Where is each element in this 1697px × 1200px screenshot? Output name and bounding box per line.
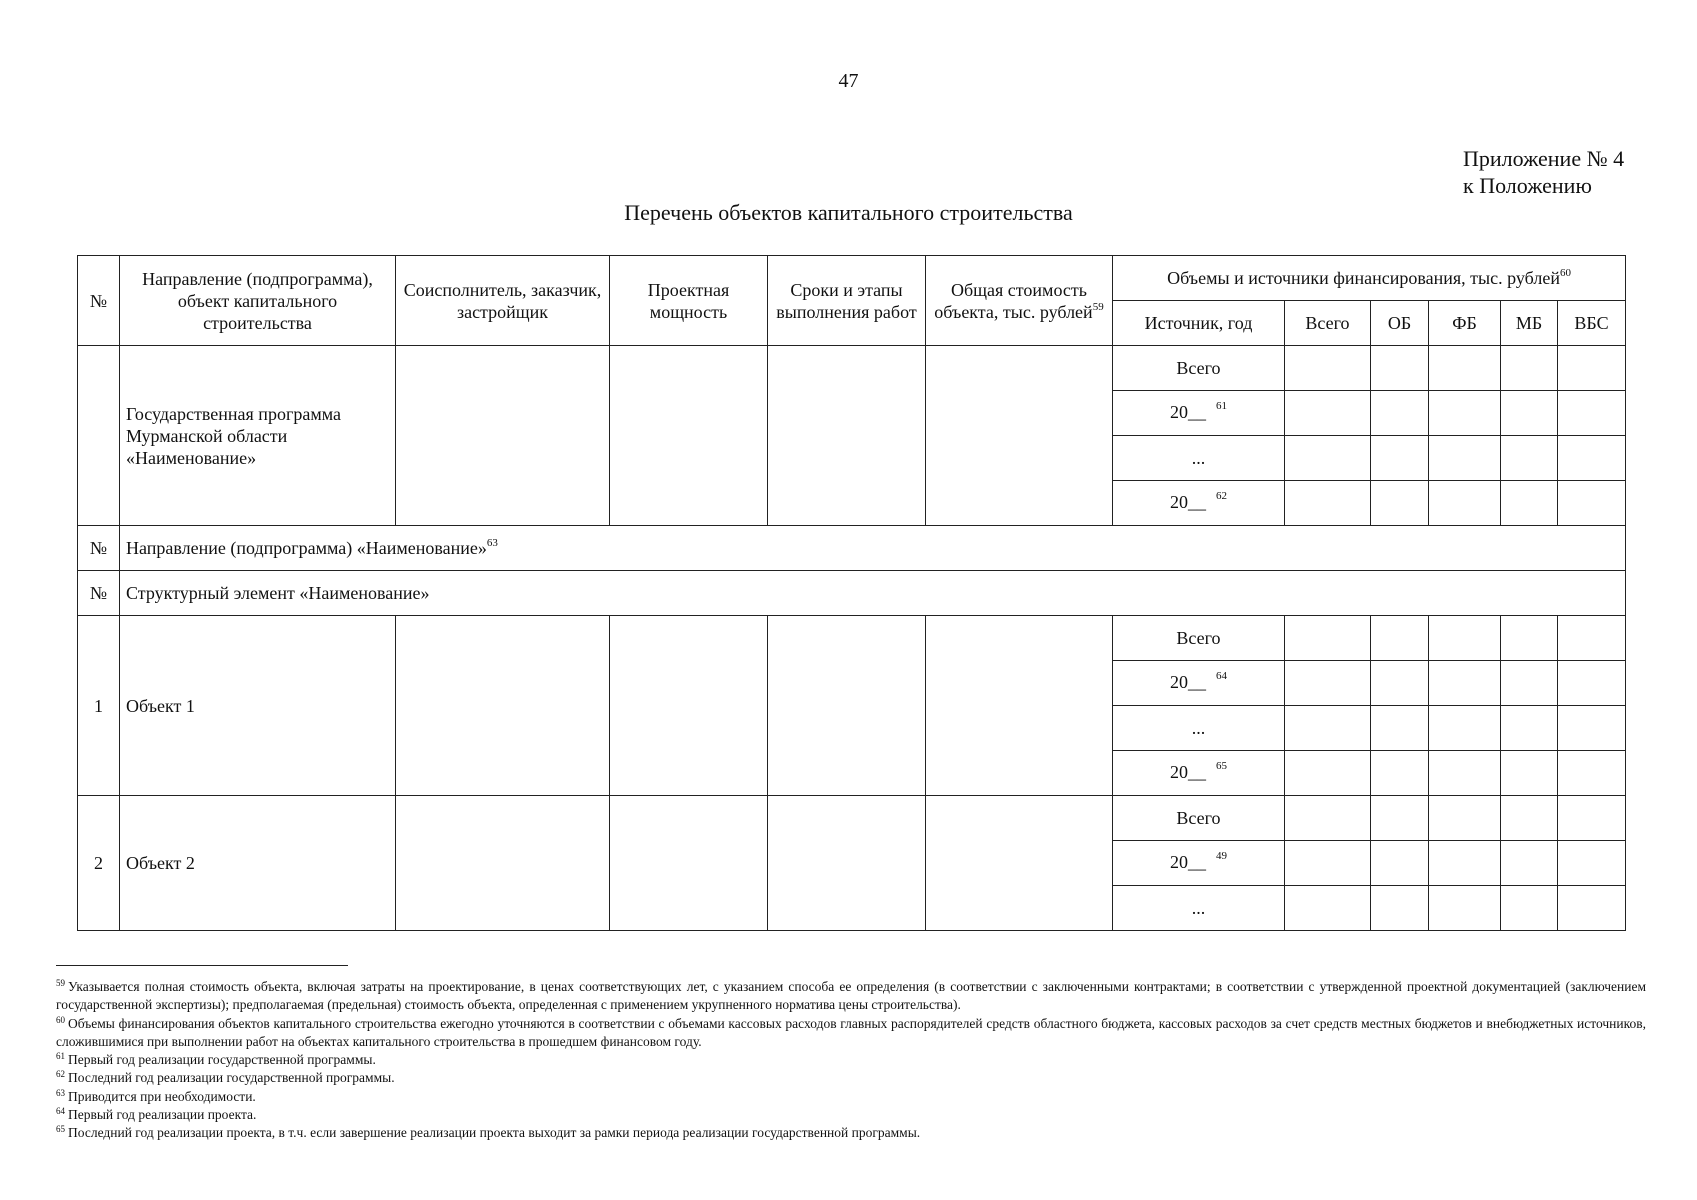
program-cost-cell [926, 346, 1113, 526]
value-cell [1558, 346, 1626, 391]
value-cell [1558, 661, 1626, 706]
value-cell [1285, 886, 1371, 931]
table-row [78, 616, 1626, 661]
footnote-text: Объемы финансирования объектов капитального строительства ежегодно уточняются в соответствии с объемами кассовых расходов главных распорядителей средств областного бюджета, кассовых расходов за счет средств местных бюджетов и внебюджетных источников, сложившимися при выполнении работ на объектах капитального строительства в прошедшем финансовом году. [56, 1015, 1646, 1049]
value-cell [1558, 841, 1626, 886]
footnote-number: 65 [56, 1124, 65, 1135]
structural-element-row [78, 571, 1626, 616]
value-cell [1501, 706, 1558, 751]
object-cost-cell [926, 616, 1113, 796]
value-cell [1285, 481, 1371, 526]
source-year-cell [1113, 391, 1285, 436]
source-year-label: 20__ [1170, 851, 1206, 872]
appendix-line-2: к Положению [1463, 173, 1592, 198]
value-cell [1371, 886, 1429, 931]
header-mb: МБ [1501, 301, 1558, 346]
footnote-ref: 65 [1216, 759, 1227, 772]
header-direction: Направление (подпрограмма), объект капитального строительства [120, 256, 396, 346]
footnote [56, 1051, 1646, 1069]
direction-row [78, 526, 1626, 571]
value-cell [1501, 391, 1558, 436]
header-ob: ОБ [1371, 301, 1429, 346]
source-year-cell [1113, 751, 1285, 796]
value-cell [1558, 391, 1626, 436]
direction-num: № [78, 526, 120, 571]
value-cell [1558, 886, 1626, 931]
footnote-text: Последний год реализации проекта, в т.ч. если завершение реализации проекта выходит за рамки периода реализации государственной программы. [68, 1125, 921, 1141]
source-year-cell [1113, 616, 1285, 661]
header-vbs: ВБС [1558, 301, 1626, 346]
value-cell [1501, 841, 1558, 886]
value-cell [1371, 481, 1429, 526]
value-cell [1371, 436, 1429, 481]
value-cell [1558, 616, 1626, 661]
footnote-ref: 61 [1216, 399, 1227, 412]
source-year-label: Всего [1176, 808, 1221, 828]
header-cost [926, 256, 1113, 346]
footnote [56, 1088, 1646, 1106]
object-terms-cell [768, 796, 926, 931]
value-cell [1501, 346, 1558, 391]
source-year-label: ... [1191, 718, 1206, 738]
source-year-label: Всего [1176, 358, 1221, 378]
header-total: Всего [1285, 301, 1371, 346]
value-cell [1371, 841, 1429, 886]
source-year-cell [1113, 886, 1285, 931]
value-cell [1429, 796, 1501, 841]
header-cost-footnote-ref: 59 [1092, 300, 1104, 313]
header-terms: Сроки и этапы выполнения работ [768, 256, 926, 346]
source-year-label: 20__ [1170, 671, 1206, 692]
value-cell [1285, 346, 1371, 391]
header-row-1 [78, 256, 1626, 301]
footnote-ref: 64 [1216, 669, 1227, 682]
table-row [78, 346, 1626, 391]
value-cell [1429, 616, 1501, 661]
value-cell [1429, 841, 1501, 886]
source-year-cell [1113, 841, 1285, 886]
program-num-cell [78, 346, 120, 526]
value-cell [1429, 391, 1501, 436]
direction-footnote-ref: 63 [486, 537, 498, 549]
value-cell [1285, 751, 1371, 796]
value-cell [1285, 616, 1371, 661]
source-year-cell [1113, 346, 1285, 391]
footnote-number: 61 [56, 1051, 65, 1062]
object-executor-cell [396, 796, 610, 931]
header-financing [1113, 256, 1626, 301]
value-cell [1371, 796, 1429, 841]
appendix-line-1: Приложение № 4 [1463, 146, 1625, 171]
value-cell [1429, 436, 1501, 481]
footnote [56, 1069, 1646, 1087]
element-text: Структурный элемент «Наименование» [120, 571, 1626, 616]
header-source-year: Источник, год [1113, 301, 1285, 346]
source-year-label: ... [1191, 448, 1206, 468]
value-cell [1285, 436, 1371, 481]
value-cell [1558, 751, 1626, 796]
footnote-text: Последний год реализации государственной программы. [68, 1070, 395, 1086]
value-cell [1429, 346, 1501, 391]
header-num: № [78, 256, 120, 346]
program-executor-cell [396, 346, 610, 526]
direction-text-cell [120, 526, 1626, 571]
object-cost-cell [926, 796, 1113, 931]
value-cell [1558, 436, 1626, 481]
value-cell [1371, 706, 1429, 751]
value-cell [1371, 346, 1429, 391]
value-cell [1285, 706, 1371, 751]
document-title-text: Перечень объектов капитального строительства [624, 200, 1073, 225]
footnote-ref: 62 [1216, 489, 1227, 502]
value-cell [1285, 661, 1371, 706]
value-cell [1501, 886, 1558, 931]
element-num: № [78, 571, 120, 616]
object-num: 2 [78, 796, 120, 931]
object-capacity-cell [610, 796, 768, 931]
object-executor-cell [396, 616, 610, 796]
value-cell [1501, 481, 1558, 526]
object-terms-cell [768, 616, 926, 796]
object-num: 1 [78, 616, 120, 796]
value-cell [1501, 796, 1558, 841]
source-year-cell [1113, 661, 1285, 706]
object-name: Объект 2 [120, 796, 396, 931]
header-capacity: Проектная мощность [610, 256, 768, 346]
value-cell [1429, 886, 1501, 931]
value-cell [1501, 661, 1558, 706]
footnote-number: 63 [56, 1087, 65, 1098]
footnote-ref: 49 [1216, 849, 1227, 862]
footnote [56, 1124, 1646, 1142]
source-year-cell [1113, 706, 1285, 751]
value-cell [1558, 796, 1626, 841]
source-year-cell [1113, 436, 1285, 481]
value-cell [1371, 391, 1429, 436]
program-capacity-cell [610, 346, 768, 526]
value-cell [1429, 661, 1501, 706]
value-cell [1501, 751, 1558, 796]
footnote-text: Приводится при необходимости. [68, 1088, 256, 1104]
value-cell [1429, 706, 1501, 751]
source-year-label: 20__ [1170, 401, 1206, 422]
value-cell [1558, 706, 1626, 751]
value-cell [1371, 661, 1429, 706]
value-cell [1371, 751, 1429, 796]
source-year-cell [1113, 796, 1285, 841]
page-number: 47 [838, 70, 859, 92]
footnote [56, 978, 1646, 1015]
value-cell [1285, 391, 1371, 436]
footnote-number: 59 [56, 978, 65, 988]
footnote [56, 1015, 1646, 1052]
source-year-label: 20__ [1170, 491, 1206, 512]
header-executor: Соисполнитель, заказчик, застройщик [396, 256, 610, 346]
footnotes [56, 978, 1646, 1143]
footnote-separator [56, 965, 348, 966]
table-row [78, 796, 1626, 841]
value-cell [1501, 616, 1558, 661]
source-year-cell [1113, 481, 1285, 526]
program-terms-cell [768, 346, 926, 526]
footnote-text: Первый год реализации государственной программы. [68, 1052, 376, 1068]
footnote-number: 62 [56, 1069, 65, 1080]
appendix-caption [1463, 145, 1624, 199]
footnote-text: Первый год реализации проекта. [68, 1107, 257, 1123]
header-financing-footnote-ref: 60 [1559, 267, 1571, 279]
document-title [0, 200, 1697, 226]
capital-construction-table [77, 255, 1626, 931]
source-year-label: 20__ [1170, 761, 1206, 782]
program-name: Государственная программа Мурманской области «Наименование» [120, 346, 396, 526]
header-fb: ФБ [1429, 301, 1501, 346]
source-year-label: ... [1191, 898, 1206, 918]
object-capacity-cell [610, 616, 768, 796]
footnote-number: 64 [56, 1106, 65, 1117]
source-year-label: Всего [1176, 628, 1221, 648]
value-cell [1429, 481, 1501, 526]
header-cost-text: Общая стоимость объекта, тыс. рублей [934, 279, 1093, 322]
value-cell [1285, 796, 1371, 841]
value-cell [1501, 436, 1558, 481]
value-cell [1371, 616, 1429, 661]
value-cell [1285, 841, 1371, 886]
object-name: Объект 1 [120, 616, 396, 796]
value-cell [1558, 481, 1626, 526]
value-cell [1429, 751, 1501, 796]
header-financing-text: Объемы и источники финансирования, тыс. рублей [1167, 268, 1560, 288]
direction-text: Направление (подпрограмма) «Наименование» [126, 538, 487, 558]
footnote-text: Указывается полная стоимость объекта, включая затраты на проектирование, в ценах соответствующих лет, с указанием способа ее определения (в соответствии с заключенными контрактами; в соответствии с утвержденной проектной документацией (заключением государственной экспертизы); предполагаемая (предельная) стоимость объекта, определенная с применением укрупненного норматива цены строительства). [56, 979, 1646, 1013]
footnote [56, 1106, 1646, 1124]
footnote-number: 60 [56, 1014, 65, 1025]
